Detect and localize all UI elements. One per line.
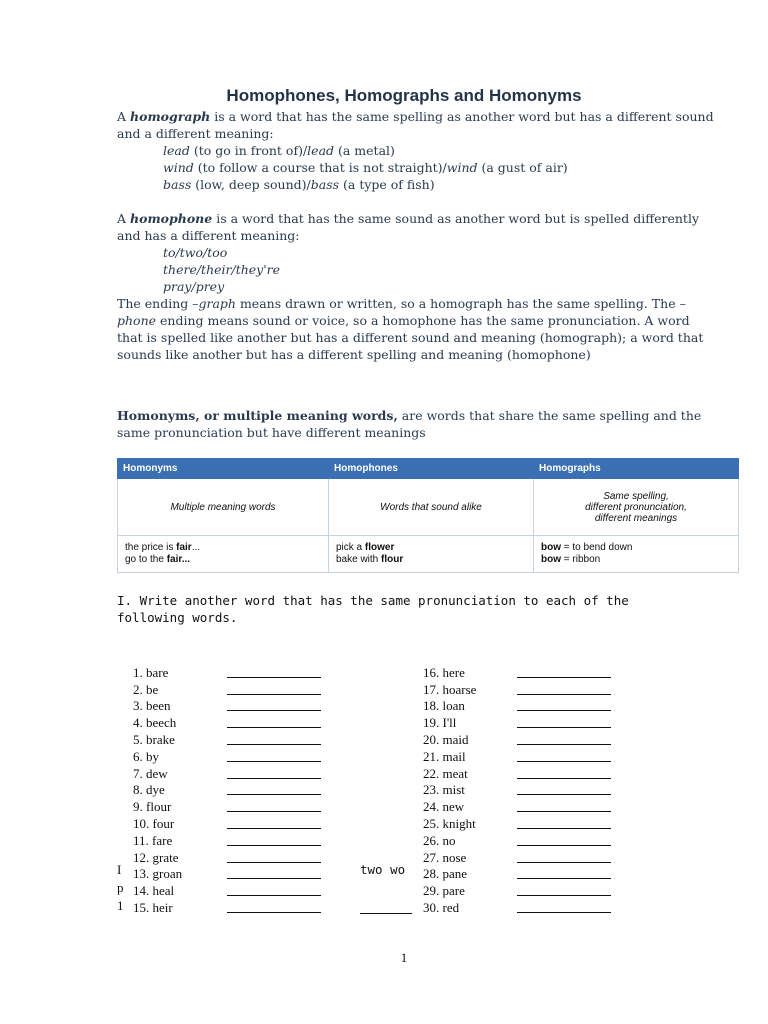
answer-line[interactable] — [227, 794, 321, 795]
answer-line[interactable] — [227, 727, 321, 728]
answer-line[interactable] — [227, 828, 321, 829]
exercise-word: 29. pare — [423, 883, 465, 899]
exercise-item — [133, 765, 353, 782]
homograph-section — [117, 108, 717, 193]
desc-homophones: Words that sound alike — [329, 479, 534, 536]
answer-line[interactable] — [517, 811, 611, 812]
exercise-word: 4. beech — [133, 715, 177, 731]
exercise-item — [423, 849, 643, 866]
exercise-word: 26. no — [423, 832, 456, 848]
ending-explanation: The ending –graph means drawn or written, so a homograph has the same spelling. The –phone ending means sound or voice, so a homophone has the same pronunciation. A word that is spelled like another but has a different sound and meaning (homograph); a word that sounds like another but has a different spelling and meaning (homophone) — [117, 296, 704, 362]
exercise-item — [423, 714, 643, 731]
exercise-word: 10. four — [133, 815, 175, 831]
exercise-item — [423, 765, 643, 782]
exercise-word: 5. brake — [133, 731, 175, 747]
exercise-word: 8. dye — [133, 782, 165, 798]
word-list-left — [133, 664, 353, 916]
exercise-item — [423, 698, 643, 715]
homograph-example-3: bass (low, deep sound)/bass (a type of fish) — [163, 177, 435, 192]
exercise-item — [423, 882, 643, 899]
answer-line[interactable] — [227, 845, 321, 846]
header-homophones: Homophones — [329, 459, 534, 479]
answer-line[interactable] — [517, 845, 611, 846]
answer-line[interactable] — [227, 778, 321, 779]
answer-line[interactable] — [517, 744, 611, 745]
table-header-row — [118, 459, 739, 479]
overlap-fragment: I — [117, 862, 122, 877]
exercise-item — [133, 698, 353, 715]
answer-line[interactable] — [227, 744, 321, 745]
comparison-table — [117, 458, 739, 573]
exercise-word: 7. dew — [133, 765, 168, 781]
header-homonyms: Homonyms — [118, 459, 329, 479]
answer-line[interactable] — [517, 878, 611, 879]
exercise-item — [133, 866, 353, 883]
exercise-word: 28. pane — [423, 866, 468, 882]
answer-line[interactable] — [517, 694, 611, 695]
homograph-example-1: lead (to go in front of)/lead (a metal) — [163, 143, 395, 158]
answer-line[interactable] — [517, 912, 611, 913]
exercise-word: 25. knight — [423, 815, 476, 831]
answer-line[interactable] — [227, 912, 321, 913]
overlap-fragment: two wo — [360, 862, 406, 877]
exercise-word: 12. grate — [133, 849, 179, 865]
homograph-definition: A homograph is a word that has the same spelling as another word but has a different sound and a different meaning: — [117, 109, 714, 141]
examples-homophones: pick a flower bake with flour — [329, 536, 534, 573]
answer-line[interactable] — [517, 727, 611, 728]
exercise-item — [133, 832, 353, 849]
exercise-word: 21. mail — [423, 748, 466, 764]
exercise-item — [133, 782, 353, 799]
exercise-item — [423, 782, 643, 799]
answer-line[interactable] — [227, 811, 321, 812]
exercise-item — [133, 681, 353, 698]
homophone-example-2: there/their/they're — [163, 262, 281, 277]
exercise-word: 14. heal — [133, 883, 175, 899]
exercise-word: 1. bare — [133, 664, 169, 680]
exercise-word: 9. flour — [133, 799, 172, 815]
exercise-item — [423, 832, 643, 849]
answer-line[interactable] — [517, 895, 611, 896]
examples-homonyms: the price is fair... go to the fair... — [118, 536, 329, 573]
homophone-section — [117, 210, 717, 363]
homonyms-definition: Homonyms, or multiple meaning words, are words that share the same spelling and the same pronunciation but have different meanings — [117, 408, 702, 440]
exercise-word: 27. nose — [423, 849, 467, 865]
exercise-item — [133, 815, 353, 832]
answer-line[interactable] — [517, 677, 611, 678]
exercise-word: 2. be — [133, 681, 159, 697]
answer-line[interactable] — [227, 677, 321, 678]
table-example-row — [118, 536, 739, 573]
exercise-word: 15. heir — [133, 899, 173, 915]
exercise-word: 3. been — [133, 698, 171, 714]
exercise-instruction: I. Write another word that has the same pronunciation to each of the following words. — [117, 593, 629, 625]
exercise-word: 6. by — [133, 748, 159, 764]
exercise-item — [423, 815, 643, 832]
desc-homographs: Same spelling, different pronunciation, different meanings — [534, 479, 739, 536]
answer-line[interactable] — [227, 878, 321, 879]
exercise-word: 23. mist — [423, 782, 465, 798]
answer-line[interactable] — [517, 778, 611, 779]
exercise-item — [423, 664, 643, 681]
homophone-term: homophone — [130, 211, 213, 226]
answer-line[interactable] — [517, 828, 611, 829]
answer-line[interactable] — [227, 710, 321, 711]
exercise-item — [133, 714, 353, 731]
exercise-word: 30. red — [423, 899, 460, 915]
answer-line[interactable] — [517, 862, 611, 863]
exercise-item — [423, 681, 643, 698]
examples-homographs: bow = to bend down bow = ribbon — [534, 536, 739, 573]
answer-line[interactable] — [360, 913, 412, 914]
answer-line[interactable] — [227, 761, 321, 762]
answer-line[interactable] — [517, 794, 611, 795]
exercise-item — [133, 664, 353, 681]
exercise-word: 17. hoarse — [423, 681, 477, 697]
exercise-item — [133, 798, 353, 815]
exercise-item — [423, 748, 643, 765]
exercise-word: 24. new — [423, 799, 465, 815]
homograph-term: homograph — [130, 109, 211, 124]
answer-line[interactable] — [517, 761, 611, 762]
overlap-fragment: 1 — [117, 898, 124, 913]
page-number: 1 — [400, 950, 408, 965]
homograph-example-2: wind (to follow a course that is not straight)/wind (a gust of air) — [163, 160, 568, 175]
exercise-item — [133, 849, 353, 866]
exercise-item — [423, 866, 643, 883]
desc-homonyms: Multiple meaning words — [118, 479, 329, 536]
exercise-word: 16. here — [423, 664, 465, 680]
exercise-word: 13. groan — [133, 866, 183, 882]
exercise-item — [133, 899, 353, 916]
exercise-item — [133, 748, 353, 765]
exercise-item — [423, 798, 643, 815]
homophone-example-3: pray/prey — [163, 279, 225, 294]
exercise-word: 22. meat — [423, 765, 468, 781]
exercise-item — [423, 731, 643, 748]
answer-line[interactable] — [227, 895, 321, 896]
overlap-fragment: p — [117, 880, 124, 895]
exercise-word: 19. I'll — [423, 715, 457, 731]
homophone-definition: A homophone is a word that has the same sound as another word but is spelled differently and has a different meaning: — [117, 211, 700, 243]
page-title: Homophones, Homographs and Homonyms — [226, 86, 582, 105]
answer-line[interactable] — [227, 862, 321, 863]
homophone-example-1: to/two/too — [163, 245, 228, 260]
exercise-item — [133, 882, 353, 899]
header-homographs: Homographs — [534, 459, 739, 479]
answer-line[interactable] — [517, 710, 611, 711]
exercise-word: 11. fare — [133, 832, 173, 848]
answer-line[interactable] — [227, 694, 321, 695]
table-description-row — [118, 479, 739, 536]
exercise-word: 20. maid — [423, 731, 469, 747]
word-list-right — [423, 664, 643, 916]
exercise-word: 18. loan — [423, 698, 465, 714]
exercise-item — [423, 899, 643, 916]
exercise-item — [133, 731, 353, 748]
